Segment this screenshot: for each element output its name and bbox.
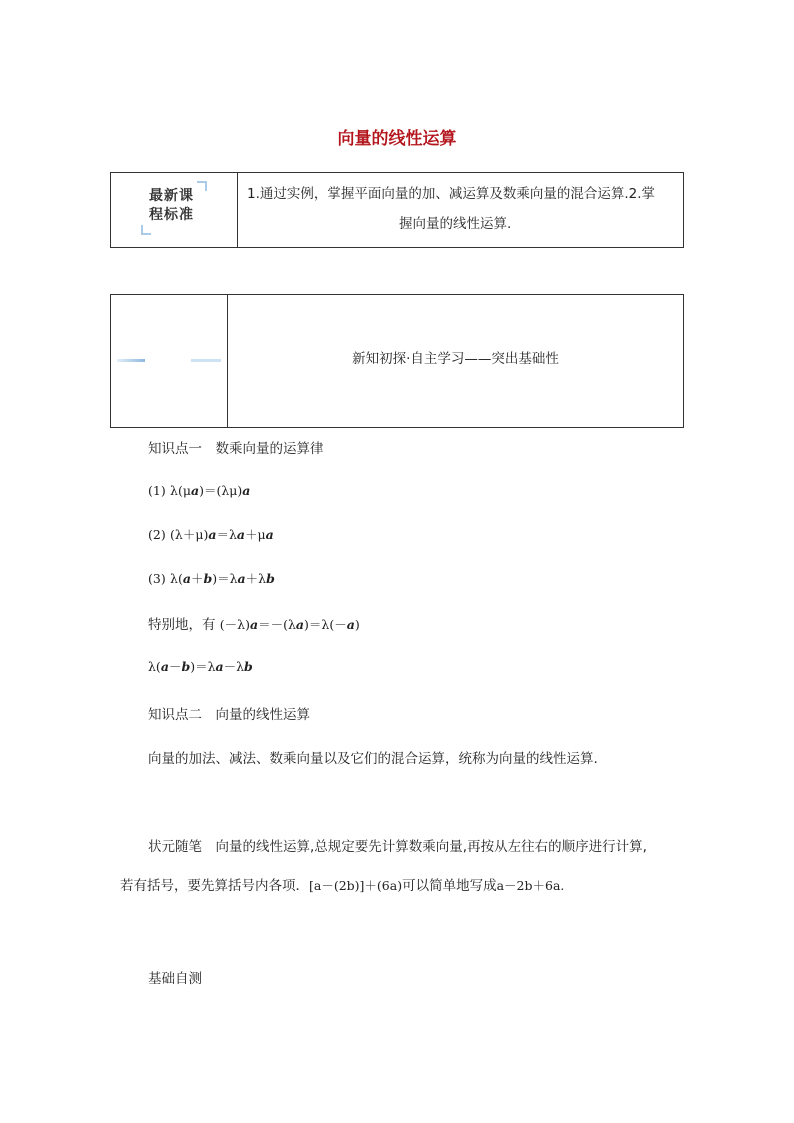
law-label: (3) xyxy=(148,571,166,586)
table-divider xyxy=(237,173,238,247)
section-banner: 新知初探·自主学习——突出基础性 xyxy=(352,351,559,367)
basic-test-heading: 基础自测 xyxy=(148,971,202,987)
standards-table xyxy=(110,172,684,248)
standards-line-2: 握向量的线性运算. xyxy=(399,216,512,232)
special-prefix: 特别地，有 xyxy=(148,617,216,633)
standards-line-1: 1.通过实例，掌握平面向量的加、减运算及数乘向量的混合运算.2.掌 xyxy=(247,186,656,202)
example-result: a－2b＋6a. xyxy=(496,878,565,893)
knowledge1-heading: 知识点一 数乘向量的运算律 xyxy=(148,441,324,457)
note-line-1 xyxy=(148,835,647,855)
stamp-text xyxy=(149,187,194,225)
note-text: 可以简单地写成 xyxy=(402,878,497,894)
example-expression: [a－(2b)]＋(6a) xyxy=(309,878,403,893)
formula: λ(μa)＝(λμ)a xyxy=(170,483,251,498)
stamp-corner-decoration xyxy=(141,225,151,235)
banner-decoration xyxy=(117,359,145,362)
knowledge2-heading: 知识点二 向量的线性运算 xyxy=(148,707,310,723)
note-text: 向量的线性运算,总规定要先计算数乘向量,再按从左往右的顺序进行计算, xyxy=(202,839,647,855)
special-case-2 xyxy=(148,657,253,675)
page-title: 向量的线性运算 xyxy=(337,129,457,149)
note-text: 若有括号，要先算括号内各项． xyxy=(120,878,309,894)
formula: (λ＋μ)a＝λa＋μa xyxy=(170,527,274,542)
law-3 xyxy=(148,569,275,587)
stamp-line-1: 最新课 xyxy=(149,188,194,204)
stamp-corner-decoration xyxy=(197,181,207,191)
banner-decoration xyxy=(191,359,221,362)
standards-content xyxy=(247,179,675,239)
formula: λ(a－b)＝λa－λb xyxy=(148,659,253,674)
knowledge2-definition: 向量的加法、减法、数乘向量以及它们的混合运算，统称为向量的线性运算. xyxy=(148,751,598,767)
section-banner-table xyxy=(110,294,684,428)
standards-stamp xyxy=(141,179,207,237)
note-line-2 xyxy=(120,874,564,894)
special-case xyxy=(148,613,360,633)
law-2 xyxy=(148,525,274,543)
law-label: (1) xyxy=(148,483,166,498)
law-label: (2) xyxy=(148,527,166,542)
formula: λ(a＋b)＝λa＋λb xyxy=(170,571,275,586)
stamp-line-2: 程标准 xyxy=(149,207,194,223)
note-label: 状元随笔 xyxy=(148,839,202,855)
law-1 xyxy=(148,481,250,499)
formula: (－λ)a＝－(λa)＝λ(－a) xyxy=(219,617,360,632)
